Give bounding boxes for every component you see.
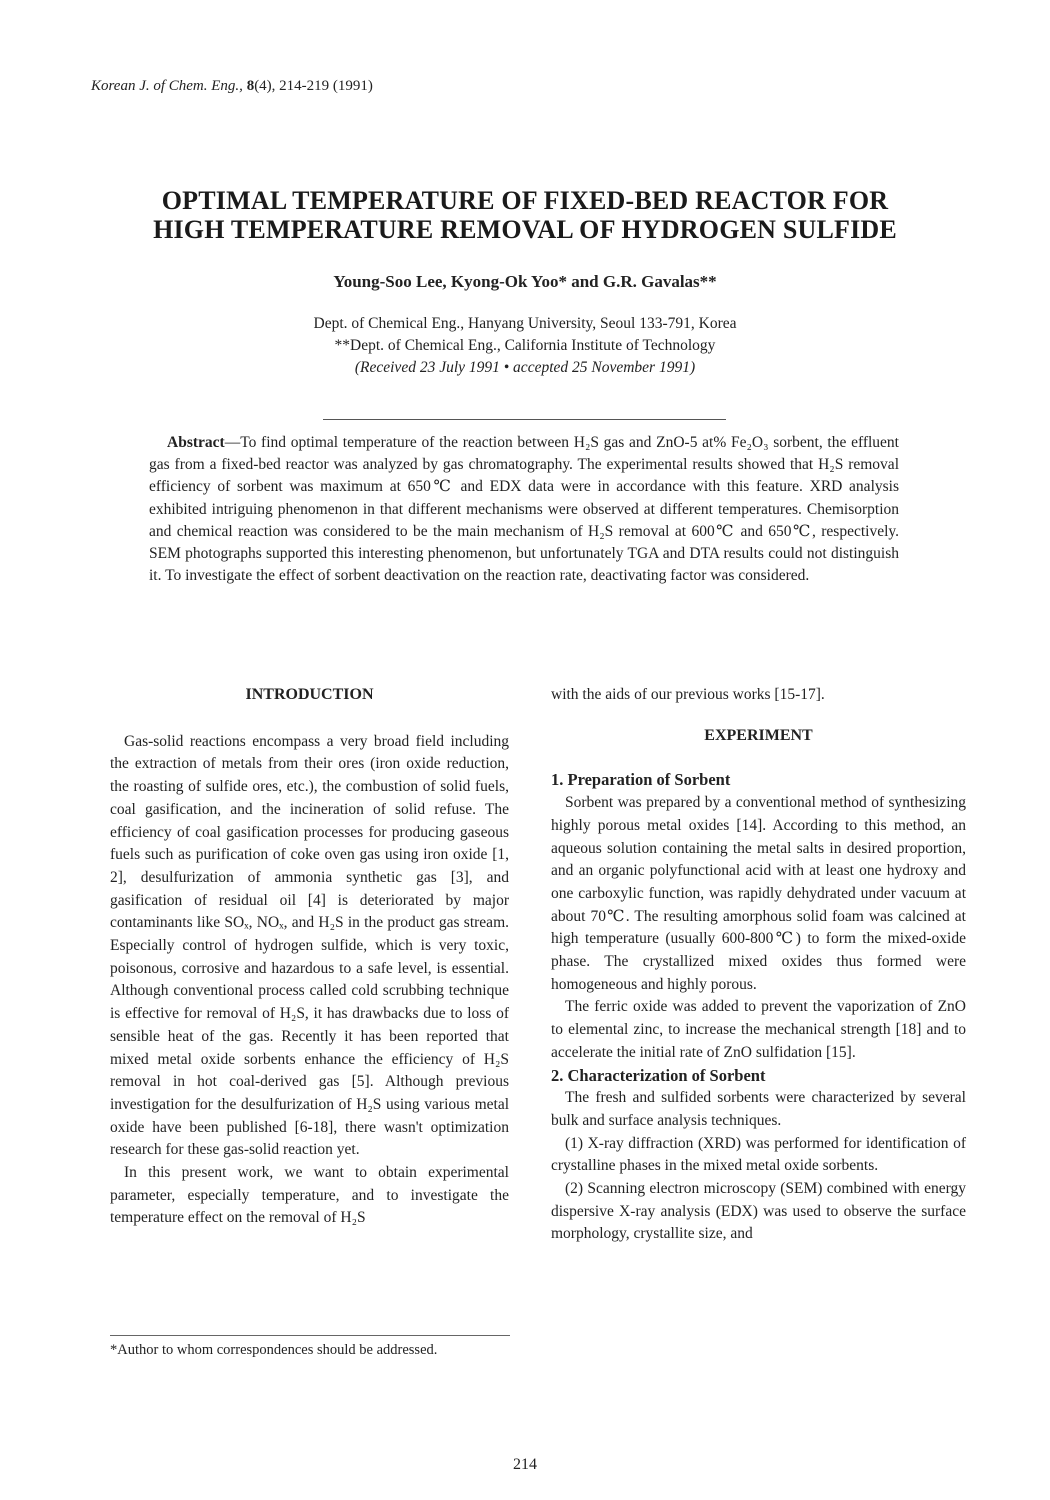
subheading-preparation: 1. Preparation of Sorbent bbox=[551, 770, 731, 790]
journal-issue-pages: (4), 214-219 (1991) bbox=[254, 78, 373, 94]
preparation-paragraph-2: The ferric oxide was added to prevent the vaporization of ZnO to elemental zinc, to increase the mechanical strength [18] and to accelerate the initial rate of ZnO sulfidation [15]. bbox=[551, 998, 966, 1061]
introduction-paragraph-2: In this present work, we want to obtain experimental parameter, especially temperature, and to investigate the temperature effect on the removal of H₂S bbox=[110, 1164, 509, 1227]
title-line-2: HIGH TEMPERATURE REMOVAL OF HYDROGEN SULFIDE bbox=[153, 215, 897, 244]
abstract-text: —To find optimal temperature of the reaction between H₂S gas and ZnO-5 at% Fe₂O₃ sorbent, the effluent gas from a fixed-bed reactor was analyzed by gas chromatography. The experimental results showed that H₂S removal efficiency of sorbent was maximum at 650℃ and EDX data were in accordance with this feature. XRD analysis exhibited intriguing phenomenon in that different mechanisms were observed at different temperatures. Chemisorption and chemical reaction was considered to be the main mechanism of H₂S removal at 600℃ and 650℃, respectively. SEM photographs supported this interesting phenomenon, but unfortunately TGA and DTA results could not distinguish it. To investigate the effect of sorbent deactivation on the reaction rate, deactivating factor was considered. bbox=[149, 434, 899, 585]
affiliation-2: **Dept. of Chemical Eng., California Institute of Technology bbox=[334, 337, 716, 354]
footnote: *Author to whom correspondences should be addressed. bbox=[110, 1342, 438, 1358]
footnote-rule bbox=[110, 1335, 510, 1336]
abstract-separator bbox=[323, 419, 726, 420]
characterization-paragraph-2: (1) X-ray diffraction (XRD) was performed for identification of crystalline phases in the mixed metal oxide sorbents. bbox=[551, 1134, 966, 1175]
introduction-paragraph-2-continued: with the aids of our previous works [15-17]. bbox=[551, 686, 825, 703]
paper-title bbox=[60, 186, 990, 244]
introduction-heading: INTRODUCTION bbox=[245, 686, 374, 703]
left-column bbox=[110, 684, 509, 1230]
preparation-paragraph-1: Sorbent was prepared by a conventional method of synthesizing highly porous metal oxides [14]. According to this method, an aqueous solution containing the metal salts in desired proportion, and an organic polyfunctional acid with at least one hydroxy and one carboxylic function, was rapidly dehydrated under vacuum at about 70℃. The resulting amorphous solid foam was calcined at high temperature (usually 600-800℃) to form the mixed-oxide phase. The crystallized mixed oxides thus formed were homogeneous and highly porous. bbox=[551, 794, 966, 993]
journal-citation bbox=[91, 78, 373, 95]
experiment-heading: EXPERIMENT bbox=[704, 726, 813, 744]
abstract-lead: Abstract bbox=[167, 434, 225, 451]
abstract bbox=[149, 432, 899, 587]
affiliations bbox=[60, 313, 990, 379]
journal-name: Korean J. of Chem. Eng., bbox=[91, 78, 243, 94]
affiliation-1: Dept. of Chemical Eng., Hanyang University, Seoul 133-791, Korea bbox=[313, 315, 737, 332]
characterization-paragraph-3: (2) Scanning electron microscopy (SEM) combined with energy dispersive X-ray analysis (EDX) was used to observe the surface morphology, crystallite size, and bbox=[551, 1180, 966, 1243]
characterization-paragraph-1: The fresh and sulfided sorbents were characterized by several bulk and surface analysis techniques. bbox=[551, 1089, 966, 1129]
received-dates: (Received 23 July 1991 • accepted 25 November 1991) bbox=[354, 359, 696, 376]
subheading-characterization: 2. Characterization of Sorbent bbox=[551, 1065, 766, 1085]
title-line-1: OPTIMAL TEMPERATURE OF FIXED-BED REACTOR FOR bbox=[161, 186, 889, 215]
authors: Young-Soo Lee, Kyong-Ok Yoo* and G.R. Gavalas** bbox=[333, 272, 717, 291]
journal-volume: 8 bbox=[246, 78, 255, 94]
page-number: 214 bbox=[513, 1456, 537, 1473]
introduction-paragraph-1: Gas-solid reactions encompass a very broad field including the extraction of metals from their ores (iron oxide reduction, the roasting of sulfide ores, etc.), the combustion of solid fuels, coal gasification, and the incineration of solid refuse. The efficiency of coal gasification processes for producing gaseous fuels such as purification of coke oven gas using iron oxide [1, 2], desulfurization of ammonia synthetic gas [3], and gasification of residual oil [4] is deteriorated by major contaminants like SOₓ, NOₓ, and H₂S in the product gas stream. Especially control of hydrogen sulfide, which is very toxic, poisonous, corrosive and hazardous to a safe level, is essential. Although conventional process called cold scrubbing technique is effective for removal of H₂S, it has drawbacks due to loss of sensible heat of the gas. Recently it has been reported that mixed metal oxide sorbents enhance the efficiency of H₂S removal in hot coal-derived gas [5]. Although previous investigation for the desulfurization of H₂S using various metal oxide have been published [6-18], there wasn't optimization research for these gas-solid reaction yet. bbox=[110, 732, 509, 1159]
right-column bbox=[551, 684, 966, 1246]
